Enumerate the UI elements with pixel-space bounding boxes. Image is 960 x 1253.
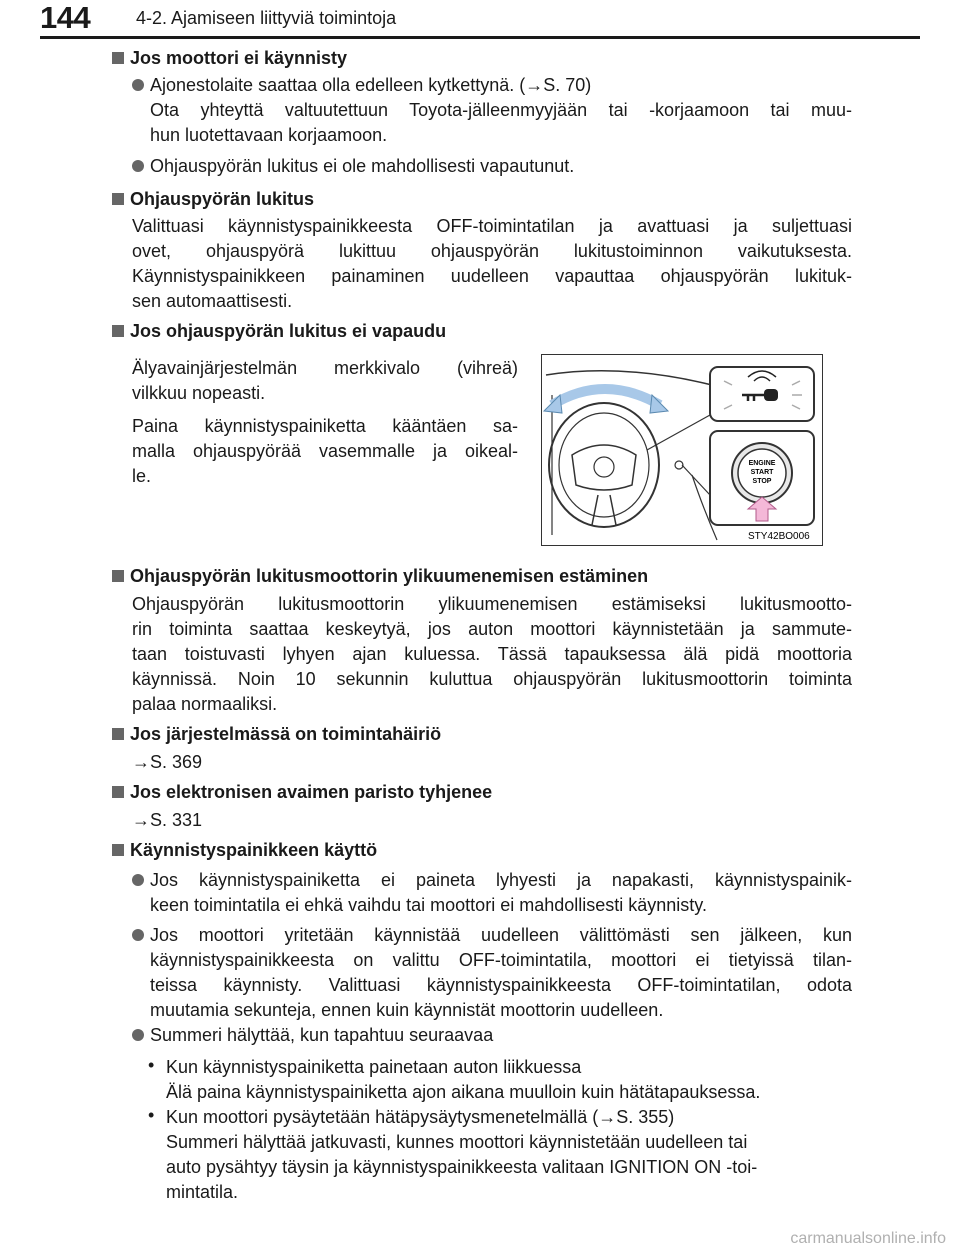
header-rule	[40, 36, 920, 39]
paragraph-line: taan toistuvasti lyhyen ajan kuluessa. Tässä tapauksessa älä pidä moottoria	[132, 644, 852, 664]
bullet-text: Ohjauspyörän lukitus ei ole mahdollisesti vapautunut.	[150, 156, 575, 176]
paragraph-line: Älyavainjärjestelmän merkkivalo (vihreä)	[132, 358, 518, 378]
steering-lock-illustration	[541, 354, 823, 546]
button-label-engine: ENGINE	[748, 460, 776, 467]
sub-bullet-text: Kun käynnistyspainiketta painetaan auton liikkuessa	[166, 1057, 582, 1077]
page-number: 144	[40, 0, 91, 35]
button-label-start: START	[750, 469, 774, 476]
paragraph-line: le.	[132, 466, 152, 486]
section-square-icon	[112, 325, 124, 337]
section-title: Jos järjestelmässä on toimintahäiriö	[130, 724, 442, 744]
paragraph-line: Valittuasi käynnistyspainikkeesta OFF-toimintatilan ja avattuasi ja suljettuasi	[132, 216, 852, 236]
section-square-icon	[112, 728, 124, 740]
section-square-icon	[112, 52, 124, 64]
bullet-text: keen toimintatila ei ehkä vaihdu tai moottori ei mahdollisesti käynnisty.	[150, 895, 707, 915]
bullet-dot-icon	[132, 929, 144, 941]
dash-bullet-icon: •	[148, 1055, 155, 1075]
bullet-dot-icon	[132, 874, 144, 886]
paragraph-line: malla ohjauspyörää vasemmalle ja oikeal-	[132, 441, 518, 461]
paragraph-line: ovet, ohjauspyörä lukittuu ohjauspyörän lukitustoiminnon vaikutuksesta.	[132, 241, 852, 261]
sub-bullet-text: auto pysähtyy täysin ja käynnistyspainikkeesta valitaan IGNITION ON -toi-	[166, 1157, 758, 1177]
button-label-stop: STOP	[752, 478, 772, 485]
section-square-icon	[112, 786, 124, 798]
illustration-drawing	[542, 355, 822, 545]
section-title: Jos moottori ei käynnisty	[130, 48, 348, 68]
paragraph-line: Paina käynnistyspainiketta kääntäen sa-	[132, 416, 518, 436]
sub-bullet-text: Kun moottori pysäytetään hätäpysäytysmenetelmällä (→S. 355)	[166, 1107, 675, 1127]
watermark: carmanualsonline.info	[790, 1230, 946, 1247]
paragraph-line: vilkkuu nopeasti.	[132, 383, 266, 403]
section-square-icon	[112, 844, 124, 856]
bullet-dot-icon	[132, 1029, 144, 1041]
section-title: Jos elektronisen avaimen paristo tyhjenee	[130, 782, 493, 802]
bullet-text: hun luotettavaan korjaamoon.	[150, 125, 388, 145]
page-reference: →S. 331	[132, 810, 203, 830]
paragraph-line: Käynnistyspainikkeen painaminen uudelleen vapauttaa ohjauspyörän lukituk-	[132, 266, 852, 286]
section-square-icon	[112, 193, 124, 205]
paragraph-line: rin toiminta saattaa keskeytyä, jos auton moottori käynnistetään ja sammute-	[132, 619, 852, 639]
paragraph-line: palaa normaaliksi.	[132, 694, 278, 714]
bullet-text: Jos käynnistyspainiketta ei paineta lyhyesti ja napakasti, käynnistyspainik-	[150, 870, 852, 890]
bullet-text: teissa käynnisty. Valittuasi käynnistyspainikkeesta OFF-toimintatilan, odota	[150, 975, 852, 995]
bullet-dot-icon	[132, 160, 144, 172]
bullet-text: Summeri hälyttää, kun tapahtuu seuraavaa	[150, 1025, 494, 1045]
paragraph-line: käynnissä. Noin 10 sekunnin kuluttua ohjauspyörän lukitusmoottorin toiminta	[132, 669, 852, 689]
dash-bullet-icon: •	[148, 1105, 155, 1125]
bullet-dot-icon	[132, 79, 144, 91]
page-header	[0, 0, 960, 40]
bullet-text: Jos moottori yritetään käynnistää uudelleen välittömästi sen jälkeen, kun	[150, 925, 852, 945]
bullet-text: Ajonestolaite saattaa olla edelleen kytkettynä. (→S. 70)	[150, 75, 592, 95]
section-title: Käynnistyspainikkeen käyttö	[130, 840, 378, 860]
sub-bullet-text: Älä paina käynnistyspainiketta ajon aikana muulloin kuin hätätapauksessa.	[166, 1082, 761, 1102]
page-reference: →S. 369	[132, 752, 203, 772]
section-square-icon	[112, 570, 124, 582]
figure-code: STY42BO006	[748, 531, 810, 542]
section-title: Jos ohjauspyörän lukitus ei vapaudu	[130, 321, 447, 341]
section-title: Ohjauspyörän lukitusmoottorin ylikuumenemisen estäminen	[130, 566, 649, 586]
bullet-text: muutamia sekunteja, ennen kuin käynnistät moottorin uudelleen.	[150, 1000, 664, 1020]
sub-bullet-text: mintatila.	[166, 1182, 239, 1202]
paragraph-line: Ohjauspyörän lukitusmoottorin ylikuumenemisen estämiseksi lukitusmootto-	[132, 594, 852, 614]
section-title: Ohjauspyörän lukitus	[130, 189, 315, 209]
paragraph-line: sen automaattisesti.	[132, 291, 293, 311]
bullet-text: Ota yhteyttä valtuutettuun Toyota-jälleenmyyjään tai -korjaamoon tai muu-	[150, 100, 852, 120]
sub-bullet-text: Summeri hälyttää jatkuvasti, kunnes moottori käynnistetään uudelleen tai	[166, 1132, 748, 1152]
bullet-text: käynnistyspainikkeesta on valittu OFF-toimintatila, moottori ei tietyissä tilan-	[150, 950, 852, 970]
chapter-title: 4-2. Ajamiseen liittyviä toimintoja	[136, 8, 397, 28]
